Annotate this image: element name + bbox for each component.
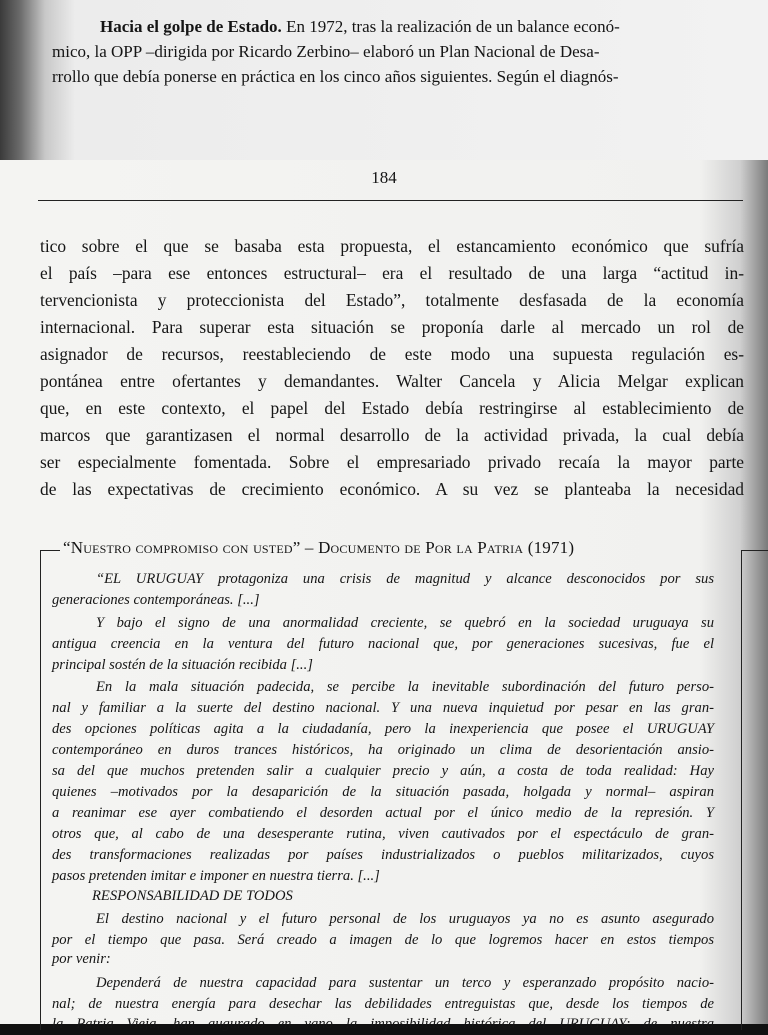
quote-line: la Patria Vieja, han augurado en vano la imposibilidad histórica del URUGUAY; de nuestra	[52, 1016, 714, 1032]
body-line: el país –para ese entonces estructural– era el resultado de una larga “actitud in-	[40, 263, 744, 283]
body-line: que, en este contexto, el papel del Estado debía restringirse al establecimiento de	[40, 398, 744, 418]
quote-box-title-text: “Nuestro compromiso con usted” – Documento de Por la Patria	[63, 538, 524, 557]
quote-line: antigua creencia en la ventura del futuro nacional que, por generaciones sucesivas, fue el	[52, 636, 714, 652]
body-line: asignador de recursos, reestableciendo de este modo una supuesta regulación es-	[40, 344, 744, 364]
quote-line: principal sostén de la situación recibida [...]	[52, 657, 313, 673]
quote-line: sa del que muchos pretenden salir a cualquier precio y aún, a costa de toda realidad: Hay	[52, 763, 714, 779]
top-line-1-text: En 1972, tras la realización de un balance econó-	[281, 17, 620, 36]
quote-line: a reanimar ese ayer combatiendo el desorden actual por el único medio de la represión. Y	[52, 805, 714, 821]
quote-line: generaciones contemporáneas. [...]	[52, 592, 260, 608]
quote-line: Y bajo el signo de una anormalidad creciente, se quebró en la sociedad uruguaya su	[96, 615, 714, 631]
quote-line: El destino nacional y el futuro personal de los uruguayos ya no es asunto asegurado	[96, 911, 714, 927]
body-line: tico sobre el que se basaba esta propuesta, el estancamiento económico que sufría	[40, 236, 744, 256]
quote-line: Dependerá de nuestra capacidad para sustentar un terco y esperanzado propósito nacio-	[96, 975, 714, 991]
quote-line: contemporáneo en duros trances históricos, ha originado un clima de desorientación ansio-	[52, 742, 714, 758]
quote-line: otros que, al cabo de una desesperante rutina, viven cautivados por el espectáculo de gran-	[52, 826, 714, 842]
top-line-2: mico, la OPP –dirigida por Ricardo Zerbino– elaboró un Plan Nacional de Desa-	[52, 42, 600, 61]
quote-line: nal y familiar a la suerte del destino nacional. Y una nueva inquietud por pesar en las gran-	[52, 700, 714, 716]
body-line: internacional. Para superar esta situación se proponía darle al mercado un rol de	[40, 317, 744, 337]
page-number: 184	[371, 168, 397, 187]
quote-line: nal; de nuestra energía para desechar las debilidades entreguistas que, desde los tiempos de	[52, 996, 714, 1012]
body-line: pontánea entre ofertantes y demandantes. Walter Cancela y Alicia Melgar explican	[40, 371, 744, 391]
quote-line: quienes –motivados por la desaparición de la situación pasada, holgada y normal– aspiran	[52, 784, 714, 800]
quote-box-year: (1971)	[527, 538, 575, 557]
quote-line: por el tiempo que pasa. Será creado a imagen de lo que logremos hacer en estos tiempos	[52, 932, 714, 948]
body-line: de las expectativas de crecimiento económico. A su vez se planteaba la necesidad	[40, 479, 744, 499]
top-line-3: rrollo que debía ponerse en práctica en los cinco años siguientes. Según el diagnós-	[52, 67, 619, 86]
top-line-1	[100, 16, 720, 38]
header-rule-right	[742, 550, 768, 551]
body-line: ser especialmente fomentada. Sobre el empresariado privado recaía la mayor parte	[40, 452, 744, 472]
quote-line: des transformaciones realizadas por países industrializados o pueblos militarizados, cuyos	[52, 847, 714, 863]
header-rule	[38, 200, 743, 201]
body-line: marcos que garantizasen el normal desarrollo de la actividad privada, la cual debía	[40, 425, 744, 445]
quote-subheading: RESPONSABILIDAD DE TODOS	[92, 888, 293, 904]
quote-line: por venir:	[52, 951, 111, 967]
body-line: tervencionista y proteccionista del Estado”, totalmente desfasada de la economía	[40, 290, 744, 310]
header-rule-left	[40, 550, 60, 551]
quote-line: “EL URUGUAY protagoniza una crisis de magnitud y alcance desconocidos por sus	[96, 571, 714, 587]
quote-line: des opciones políticas agita a la ciudadanía, pero la inexperiencia que posee el URUGUAY	[52, 721, 714, 737]
quote-line: pasos pretenden imitar e imponer en nuestra tierra. [...]	[52, 868, 380, 884]
quote-box-title	[63, 538, 574, 558]
section-heading: Hacia el golpe de Estado.	[100, 17, 282, 36]
quote-line: En la mala situación padecida, se percibe la inevitable subordinación del futuro perso-	[96, 679, 714, 695]
